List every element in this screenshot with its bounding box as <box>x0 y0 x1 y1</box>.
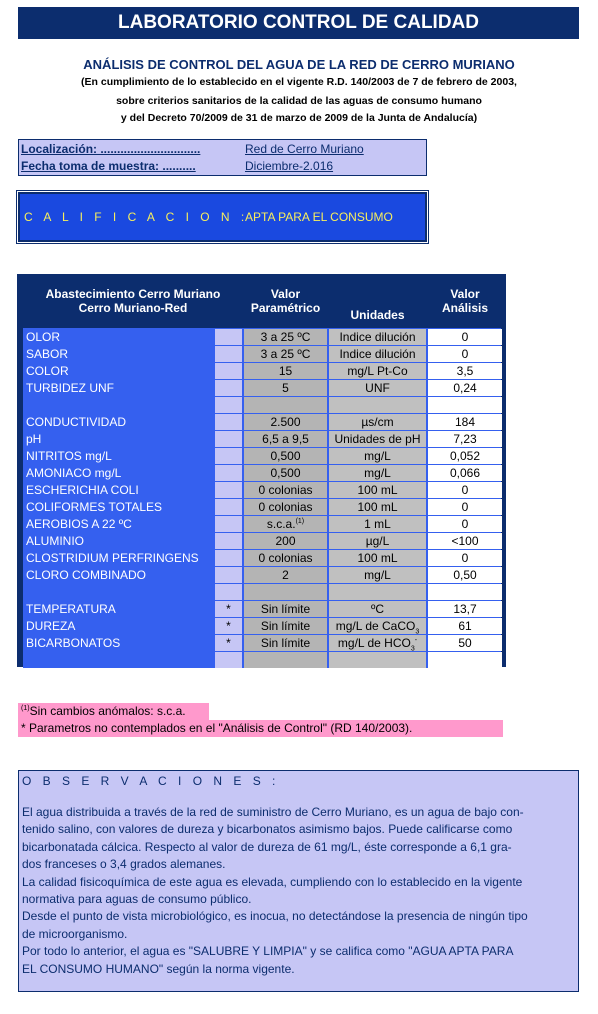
parameter-name: DUREZA <box>26 619 76 633</box>
analysis-result: 3,5 <box>428 363 502 379</box>
unit-value: 1 mL <box>329 516 426 532</box>
not-contemplated-mark <box>215 431 242 447</box>
parametric-value: 200 <box>244 533 327 549</box>
legal-line-3: y del Decreto 70/2009 de 31 de marzo de 2009 de la Junta de Andalucía) <box>120 112 478 124</box>
report-subtitle: ANÁLISIS DE CONTROL DEL AGUA DE LA RED DE CERRO MURIANO <box>83 57 515 72</box>
sample-date-value: Diciembre-2.016 <box>245 159 334 173</box>
not-contemplated-mark <box>215 397 242 413</box>
not-contemplated-mark <box>215 380 242 396</box>
parameter-name: pH <box>26 432 42 446</box>
parameter-name: OLOR <box>26 330 61 344</box>
not-contemplated-mark: * <box>215 601 242 617</box>
parametric-value: 0 colonias <box>244 482 327 498</box>
unit-value: mg/L <box>329 448 426 464</box>
analysis-result: 184 <box>428 414 502 430</box>
supply-column-header: Abastecimiento Cerro Muriano Cerro Muriano-Red <box>45 287 221 315</box>
result-column-header: Valor Análisis <box>441 287 489 315</box>
parameter-name: TURBIDEZ UNF <box>26 381 114 395</box>
parameter-name: COLOR <box>26 364 69 378</box>
parametric-value-column-header: Valor Paramétrico <box>250 287 321 315</box>
analysis-result: 0 <box>428 516 502 532</box>
parametric-value: 5 <box>244 380 327 396</box>
parametric-value <box>244 584 327 600</box>
results-table <box>17 274 506 667</box>
parameter-name <box>23 652 218 668</box>
parametric-value: Sin límite <box>244 635 327 651</box>
unit-value: mg/L de $HCO_3^-$ <box>329 635 426 651</box>
parametric-value <box>244 652 327 668</box>
analysis-result: <100 <box>428 533 502 549</box>
not-contemplated-mark: * <box>215 618 242 634</box>
unit-value: 100 mL <box>329 499 426 515</box>
not-contemplated-mark <box>215 363 242 379</box>
unit-value <box>329 652 426 668</box>
analysis-result: 7,23 <box>428 431 502 447</box>
parameter-name: BICARBONATOS <box>26 636 121 650</box>
not-contemplated-mark <box>215 329 242 345</box>
not-contemplated-mark <box>215 414 242 430</box>
calification-label: C A L I F I C A C I O N : <box>24 210 249 224</box>
not-contemplated-mark <box>215 584 242 600</box>
parametric-value: 6,5 a 9,5 <box>244 431 327 447</box>
analysis-result: 50 <box>428 635 502 651</box>
not-contemplated-mark <box>215 448 242 464</box>
observations-box <box>18 770 579 992</box>
not-contemplated-mark: * <box>215 635 242 651</box>
not-contemplated-mark <box>215 482 242 498</box>
observations-text: El agua distribuida a través de la red de suministro de Cerro Muriano, es un agua de bajo con- tenido salino, con valores de dureza y bicarbonatos asimismo bajos. Puede calificarse como bicarbonatada cálcica. Respecto al valor de dureza de 61 mg/L, éste corresponde a 6,1 gra- dos franceses o 3,4 grados alemanes. La calidad fisicoquímica de este agua es elevada, cumpliendo con lo establecido en la vigente normativa para aguas de consumo público. Desde el punto de vista microbiológico, es inocua, no detectándose la presencia de ningún tipo de microorganismo. Por todo lo anterior, el agua es "SALUBRE Y LIMPIA" y se califica como "AGUA APTA PARA EL CONSUMO HUMANO" según la norma vigente. <box>22 805 528 976</box>
analysis-result: 0,50 <box>428 567 502 583</box>
sample-date-label: Fecha toma de muestra: .......... <box>21 159 196 173</box>
unit-value <box>329 397 426 413</box>
page-title: LABORATORIO CONTROL DE CALIDAD <box>18 7 579 39</box>
unit-value: mg/L <box>329 567 426 583</box>
analysis-result: 13,7 <box>428 601 502 617</box>
parameter-name: AEROBIOS A 22 ºC <box>26 517 132 531</box>
unit-value: Indice dilución <box>329 346 426 362</box>
parameter-name: COLIFORMES TOTALES <box>26 500 163 514</box>
parametric-value: 3 a 25 ºC <box>244 329 327 345</box>
analysis-result: 61 <box>428 618 502 634</box>
parameter-name: ESCHERICHIA COLI <box>26 483 139 497</box>
unit-value: µg/L <box>329 533 426 549</box>
analysis-result: 0 <box>428 550 502 566</box>
parametric-value: s.c.a.$^{(1)}$ <box>244 516 327 532</box>
unit-value: 100 mL <box>329 550 426 566</box>
parametric-value: 2 <box>244 567 327 583</box>
not-contemplated-mark <box>215 516 242 532</box>
parametric-value: 2.500 <box>244 414 327 430</box>
not-contemplated-mark <box>215 652 242 668</box>
unit-value: ºC <box>329 601 426 617</box>
unit-value: mg/L <box>329 465 426 481</box>
not-contemplated-mark <box>215 346 242 362</box>
legal-line-2: sobre criterios sanitarios de la calidad de las aguas de consumo humano <box>116 95 482 107</box>
parametric-value: Sin límite <box>244 618 327 634</box>
location-value: Red de Cerro Muriano <box>245 142 364 156</box>
unit-value: Indice dilución <box>329 329 426 345</box>
analysis-result <box>428 584 502 600</box>
parametric-value: 0 colonias <box>244 499 327 515</box>
legal-line-1: (En cumplimiento de lo establecido en el vigente R.D. 140/2003 de 7 de febrero de 2003, <box>81 76 517 88</box>
analysis-result: 0 <box>428 499 502 515</box>
parameter-name: SABOR <box>26 347 69 361</box>
parameter-name: ALUMINIO <box>26 534 85 548</box>
not-contemplated-mark <box>215 499 242 515</box>
parameter-name: CLOSTRIDIUM PERFRINGENS <box>26 551 199 565</box>
analysis-result <box>428 397 502 413</box>
sample-info-box <box>18 139 427 176</box>
parametric-value <box>244 397 327 413</box>
observations-title: O B S E R V A C I O N E S : <box>22 774 280 788</box>
parametric-value: 0 colonias <box>244 550 327 566</box>
parameter-name <box>23 584 218 600</box>
analysis-result: 0 <box>428 346 502 362</box>
unit-value: mg/L Pt-Co <box>329 363 426 379</box>
unit-value: mg/L de CaCO$_3$ <box>329 618 426 634</box>
analysis-result: 0,052 <box>428 448 502 464</box>
not-contemplated-mark <box>215 550 242 566</box>
not-contemplated-mark <box>215 533 242 549</box>
footnote-asterisk: * Parametros no contemplados en el "Análisis de Control" (RD 140/2003). <box>18 720 503 737</box>
location-label: Localización: .............................. <box>21 142 201 156</box>
parameter-name: NITRITOS mg/L <box>26 449 112 463</box>
parameter-name: TEMPERATURA <box>26 602 116 616</box>
parametric-value: 15 <box>244 363 327 379</box>
not-contemplated-mark <box>215 465 242 481</box>
parameter-name: CLORO COMBINADO <box>26 568 147 582</box>
analysis-result: 0,066 <box>428 465 502 481</box>
parametric-value: 3 a 25 ºC <box>244 346 327 362</box>
parameter-name: CONDUCTIVIDAD <box>26 415 127 429</box>
unit-value: Unidades de pH <box>329 431 426 447</box>
parameter-name: AMONIACO mg/L <box>26 466 122 480</box>
unit-value: µs/cm <box>329 414 426 430</box>
unit-value <box>329 584 426 600</box>
analysis-result <box>428 652 502 668</box>
units-column-header: Unidades <box>350 308 405 322</box>
parametric-value: 0,500 <box>244 465 327 481</box>
calification-box <box>18 192 427 242</box>
analysis-result: 0 <box>428 329 502 345</box>
unit-value: UNF <box>329 380 426 396</box>
unit-value: 100 mL <box>329 482 426 498</box>
parametric-value: 0,500 <box>244 448 327 464</box>
analysis-result: 0,24 <box>428 380 502 396</box>
not-contemplated-mark <box>215 567 242 583</box>
calification-value: APTA PARA EL CONSUMO <box>245 210 393 224</box>
footnote-sca: $^{(1)}$Sin cambios anómalos: s.c.a. <box>18 703 209 720</box>
parametric-value: Sin límite <box>244 601 327 617</box>
analysis-result: 0 <box>428 482 502 498</box>
parameter-name <box>23 397 218 413</box>
